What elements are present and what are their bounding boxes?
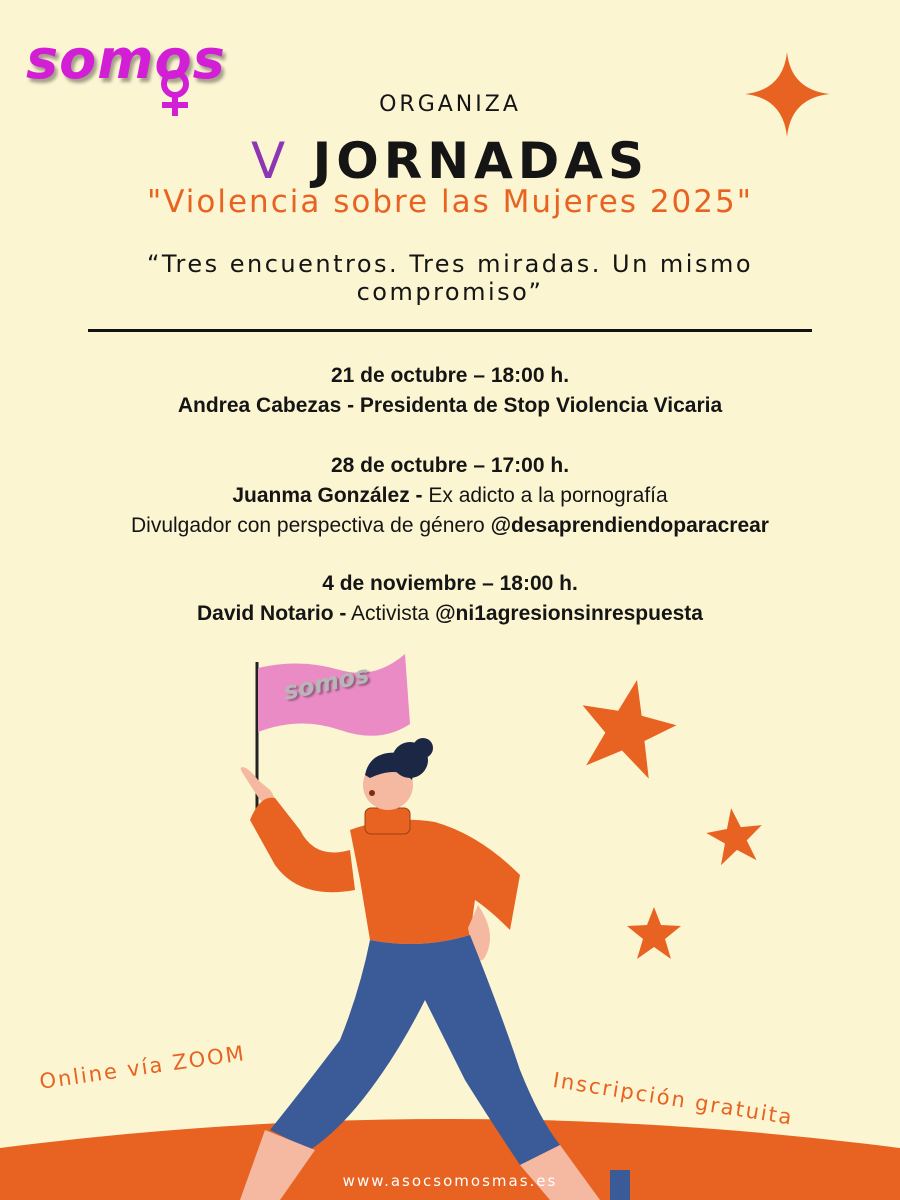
event-3-handle: @ni1agresionsinrespuesta (435, 602, 703, 625)
divider (88, 329, 812, 332)
page-title (0, 132, 900, 190)
star-medium-icon (705, 806, 765, 866)
event-2-handle: @desaprendiendoparacrear (490, 514, 769, 537)
free-registration-label: Inscripción gratuita (551, 1068, 796, 1130)
event-2 (0, 451, 900, 541)
organiza-label: ORGANIZA (379, 92, 521, 117)
event-3 (0, 569, 900, 629)
event-3-speaker: David Notario - (197, 602, 347, 625)
title-roman-numeral: V (250, 132, 291, 190)
event-1 (0, 361, 900, 421)
event-2-description: Divulgador con perspectiva de género (131, 514, 491, 537)
online-zoom-label: Online vía ZOOM (38, 1041, 248, 1094)
title-word: JORNADAS (312, 132, 649, 190)
event-1-date: 21 de octubre – 18:00 h. (330, 364, 570, 387)
event-2-date: 28 de octubre – 17:00 h. (330, 454, 570, 477)
event-3-date: 4 de noviembre – 18:00 h. (322, 572, 578, 595)
event-1-speaker: Andrea Cabezas - Presidenta de Stop Violencia Vicaria (177, 394, 723, 417)
motto-quote: “Tres encuentros. Tres miradas. Un mismo compromiso” (146, 250, 754, 306)
subtitle: "Violencia sobre las Mujeres 2025" (147, 184, 753, 220)
flag-logo-text: somos (281, 660, 372, 706)
website-url[interactable]: www.asocsomosmas.es (342, 1172, 558, 1190)
woman-with-flag-illustration (220, 650, 640, 1200)
event-2-role: Ex adicto a la pornografía (422, 484, 668, 507)
event-3-role: Activista (346, 602, 436, 625)
logo-wordmark: somos (26, 28, 226, 91)
event-2-speaker: Juanma González - (232, 484, 423, 507)
